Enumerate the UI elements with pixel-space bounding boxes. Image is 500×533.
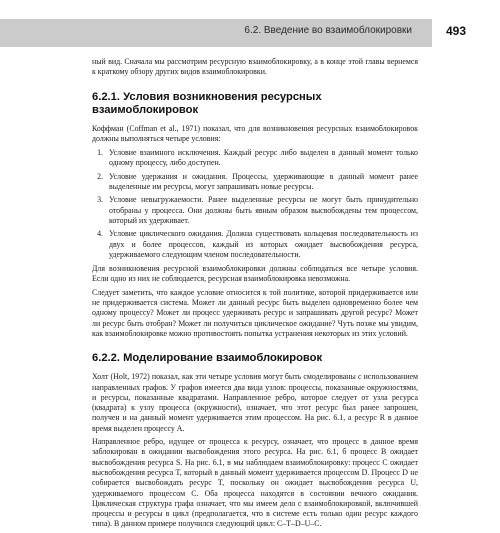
page-number: 493 [446, 24, 467, 38]
section-6-2-1-paragraph-2: Для возникновения ресурсной взаимоблокировки должны соблюдаться все четыре условия. Если одно из них не соблюдается, ресурсная взаимоблокировка невозможна. [92, 264, 418, 284]
section-6-2-1-paragraph-3: Следует заметить, что каждое условие относится к той политике, которой придерживается или не придерживается система. Может ли данный ресурс быть выделен одновременно более чем одному процессу? Может ли процесс удерживать ресурс и запрашивать другой ресурс? Может ли ресурс быть отобран? Может ли получиться циклическое ожидание? Чуть позже мы увидим, как взаимоблокировке можно противостоять попытка устранения некоторых из этих условий. [92, 287, 418, 338]
conditions-list [92, 148, 418, 260]
condition-item: 2. Условие удержания и ожидания. Процессы, удерживающие в данный момент ранее выделенные им ресурсы, могут запрашивать новые ресурсы. [105, 172, 418, 193]
section-heading-6-2-1: 6.2.1. Условия возникновения ресурсных взаимоблокировок [92, 90, 322, 116]
condition-item: 3. Условие невыгружаемости. Ранее выделенные ресурсы не могут быть принудительно отобраны у процесса. Они должны быть явным образом высвобождены тем процессом, который их удерживает. [105, 195, 418, 226]
section-6-2-2-paragraph-2: Направленное ребро, идущее от процесса к ресурсу, означает, что процесс в данное время заблокирован в ожидании высвобождения этого ресурса. На рис. 6.1, б процесс B ожидает высвобождения ресурса S. На рис. 6.1, в мы наблюдаем взаимоблокировку: процесс C ожидает высвобождения ресурса T, который в данный момент удерживается процессом D. Процесс D не собирается высвобождать ресурс T, поскольку он ожидает высвобождения ресурса U, удерживаемого процессом C. Оба процесса находятся в состоянии вечного ожидания. Циклическая структура графа означает, что мы имеем дело с взаимоблокировкой, включившей процессы и ресурсы в цикл (предполагается, что в системе есть только один ресурс каждого типа). В данном примере получился следующий цикл: C–T–D–U–C. [92, 437, 418, 529]
intro-paragraph: ный вид. Сначала мы рассмотрим ресурсную взаимоблокировку, а в конце этой главы вернемся к краткому обзору других видов взаимоблокировки. [92, 57, 418, 77]
page-body [92, 57, 418, 533]
page-header [0, 0, 500, 50]
condition-item: 1. Условие взаимного исключения. Каждый ресурс либо выделен в данный момент только одному процессу, либо доступен. [105, 148, 418, 169]
section-6-2-1-paragraph-1: Коффман (Coffman et al., 1971) показал, что для возникновения ресурсных взаимоблокировок должны выполняться четыре условия: [92, 123, 418, 143]
section-6-2-2-paragraph-1: Холт (Holt, 1972) показал, как эти четыре условия могут быть смоделированы с использованием направленных графов. У графов имеется два вида узлов: процессы, показанные окружностями, и ресурсы, показанные квадратами. Направленное ребро, которое следует от узла ресурса (квадрата) к узлу процесса (окружности), означает, что этот ресурс был ранее запрошен, получен и на данный момент удерживается этим процессом. На рис. 6.1, а ресурс R в данное время выделен процессу A. [92, 372, 418, 433]
header-bar [0, 19, 432, 47]
condition-item: 4. Условие циклического ожидания. Должна существовать кольцевая последовательность из двух и более процессов, каждый из которых ожидает высвобождения ресурса, удерживаемого следующим членом последовательности. [105, 229, 418, 260]
running-head-title: 6.2. Введение во взаимоблокировки [244, 25, 412, 36]
section-heading-6-2-2: 6.2.2. Моделирование взаимоблокировок [92, 352, 323, 365]
